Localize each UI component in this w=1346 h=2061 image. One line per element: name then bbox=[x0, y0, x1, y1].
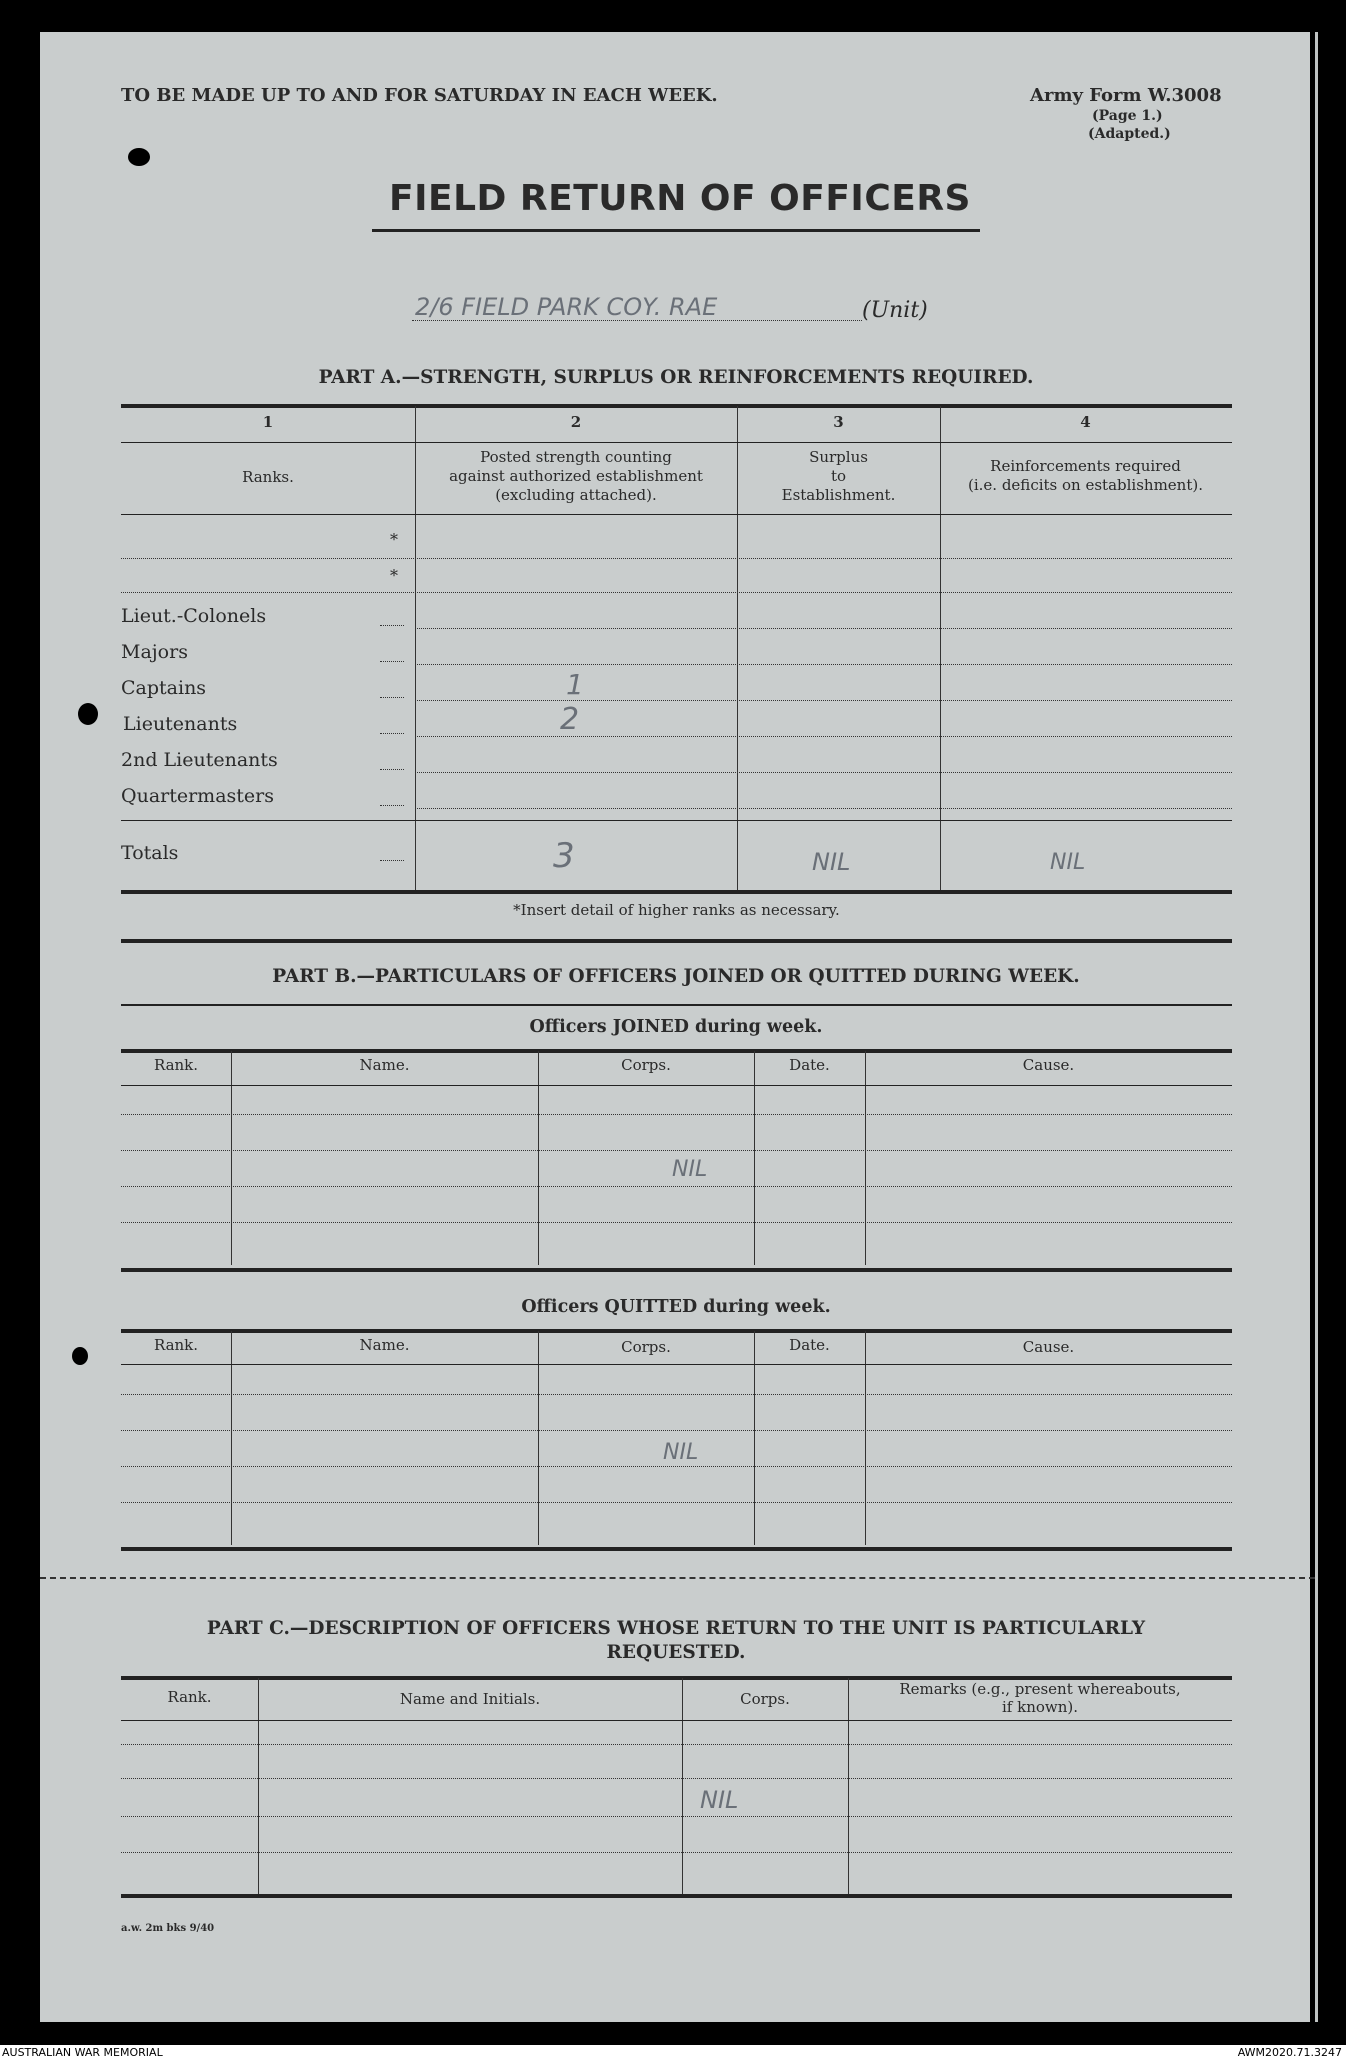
part-c-col-name: Name and Initials. bbox=[399, 1690, 541, 1708]
sheet-edge bbox=[1315, 32, 1318, 2022]
rank-label: Lieut.-Colonels bbox=[121, 605, 267, 627]
part-c-bottom-rule bbox=[121, 1894, 1232, 1898]
col-header-posted: against authorized establishment bbox=[449, 467, 703, 485]
header-rule bbox=[121, 1085, 1232, 1086]
part-b-heading: PART B.—PARTICULARS OF OFFICERS JOINED OR QUITTED DURING WEEK. bbox=[272, 966, 1080, 987]
accession-number: AWM2020.71.3247 bbox=[1237, 2046, 1342, 2059]
leader-dots bbox=[380, 733, 404, 734]
part-c-heading-cont: REQUESTED. bbox=[606, 1642, 746, 1663]
col-divider bbox=[848, 1678, 849, 1894]
rank-label: Lieutenants bbox=[123, 713, 238, 735]
row-line bbox=[415, 736, 1232, 737]
quitted-bottom-rule bbox=[121, 1547, 1232, 1551]
col-header-reinforcements: (i.e. deficits on establishment). bbox=[968, 476, 1203, 494]
part-c-col-remarks: Remarks (e.g., present whereabouts, bbox=[899, 1680, 1181, 1698]
col-header-posted: (excluding attached). bbox=[495, 486, 657, 504]
row-line bbox=[415, 808, 1232, 809]
header-rule bbox=[121, 514, 1232, 515]
page-title: FIELD RETURN OF OFFICERS bbox=[389, 178, 971, 219]
col-number: 4 bbox=[1080, 413, 1091, 431]
rank-label: Majors bbox=[121, 641, 188, 663]
rank-label: 2nd Lieutenants bbox=[121, 749, 278, 771]
leader-dots bbox=[380, 805, 404, 806]
row-line bbox=[121, 1430, 1232, 1431]
part-c-col-rank: Rank. bbox=[167, 1688, 212, 1706]
joined-col-name: Name. bbox=[359, 1056, 410, 1074]
part-c-col-remarks: if known). bbox=[1001, 1698, 1079, 1716]
col-header-surplus: to bbox=[830, 467, 847, 485]
part-a-top-rule bbox=[121, 404, 1232, 408]
joined-col-date: Date. bbox=[789, 1056, 830, 1074]
row-line bbox=[121, 592, 1232, 593]
form-page: (Page 1.) bbox=[1092, 108, 1163, 124]
col-divider bbox=[754, 1051, 755, 1265]
joined-col-corps: Corps. bbox=[621, 1056, 671, 1074]
col-number: 2 bbox=[570, 413, 582, 431]
print-code: a.w. 2m bks 9/40 bbox=[121, 1923, 215, 1934]
col-header-ranks: Ranks. bbox=[242, 468, 294, 486]
credit-text: AUSTRALIAN WAR MEMORIAL bbox=[2, 2046, 163, 2059]
leader-dots bbox=[380, 860, 404, 861]
quitted-top-rule bbox=[121, 1329, 1232, 1333]
leader-dots bbox=[380, 769, 404, 770]
form-adapted: (Adapted.) bbox=[1088, 126, 1171, 142]
rank-label: Quartermasters bbox=[121, 785, 274, 807]
row-line bbox=[121, 1186, 1232, 1187]
quitted-col-corps: Corps. bbox=[621, 1338, 671, 1356]
form-number: Army Form W.3008 bbox=[1030, 85, 1222, 106]
totals-surplus: NIL bbox=[812, 848, 851, 876]
row-line bbox=[121, 1778, 1232, 1779]
star-marker: * bbox=[390, 530, 398, 549]
joined-bottom-rule bbox=[121, 1268, 1232, 1272]
col-header-posted: Posted strength counting bbox=[480, 448, 672, 466]
col-divider bbox=[231, 1051, 232, 1265]
col-header-surplus: Surplus bbox=[809, 448, 868, 466]
quitted-title: Officers QUITTED during week. bbox=[521, 1297, 831, 1317]
header-rule bbox=[121, 1364, 1232, 1365]
row-line bbox=[121, 1222, 1232, 1223]
col-number: 1 bbox=[262, 413, 274, 431]
joined-col-rank: Rank. bbox=[153, 1056, 199, 1074]
lieutenants-posted-value: 2 bbox=[560, 702, 580, 737]
col-header-surplus: Establishment. bbox=[781, 486, 896, 504]
totals-reinforcements: NIL bbox=[1050, 850, 1086, 875]
part-c-heading: PART C.—DESCRIPTION OF OFFICERS WHOSE RETURN TO THE UNIT IS PARTICULARLY bbox=[206, 1618, 1146, 1639]
unit-dotted-line bbox=[412, 320, 862, 321]
col-header-reinforcements: Reinforcements required bbox=[990, 457, 1181, 475]
row-line bbox=[415, 664, 1232, 665]
header-rule bbox=[121, 1720, 1232, 1721]
row-line bbox=[121, 1744, 1232, 1745]
credit-strip bbox=[0, 2045, 1346, 2061]
unit-label: (Unit) bbox=[862, 298, 928, 323]
punch-hole bbox=[72, 1347, 88, 1365]
leader-dots bbox=[380, 625, 404, 626]
star-marker: * bbox=[390, 566, 398, 585]
part-a-bottom-rule bbox=[121, 890, 1232, 894]
title-underline bbox=[372, 229, 980, 232]
rank-label: Captains bbox=[121, 677, 207, 699]
quitted-col-cause: Cause. bbox=[1022, 1338, 1075, 1356]
col-divider bbox=[682, 1678, 683, 1894]
col-number-rule bbox=[121, 442, 1232, 443]
row-line bbox=[121, 1502, 1232, 1503]
part-a-heading: PART A.—STRENGTH, SURPLUS OR REINFORCEMENTS REQUIRED. bbox=[318, 367, 1034, 388]
col-number: 3 bbox=[833, 413, 844, 431]
joined-col-cause: Cause. bbox=[1022, 1056, 1075, 1074]
quitted-col-date: Date. bbox=[789, 1336, 830, 1354]
part-c-nil: NIL bbox=[700, 1786, 739, 1814]
row-line bbox=[121, 1816, 1232, 1817]
unit-handwritten: 2/6 FIELD PARK COY. RAE bbox=[415, 293, 718, 321]
leader-dots bbox=[380, 697, 404, 698]
col-divider bbox=[538, 1051, 539, 1265]
leader-dots bbox=[380, 661, 404, 662]
perforation-line bbox=[40, 1577, 1315, 1579]
quitted-nil: NIL bbox=[663, 1440, 699, 1465]
joined-nil: NIL bbox=[672, 1157, 708, 1182]
totals-label: Totals bbox=[121, 842, 179, 864]
col-divider bbox=[865, 1051, 866, 1265]
row-line bbox=[121, 1852, 1232, 1853]
row-line bbox=[121, 1466, 1232, 1467]
row-line bbox=[415, 628, 1232, 629]
captains-posted-value: 1 bbox=[566, 668, 584, 701]
part-b-rule bbox=[121, 1004, 1232, 1006]
col-divider bbox=[258, 1678, 259, 1894]
row-line bbox=[415, 700, 1232, 701]
totals-rule bbox=[121, 820, 1232, 821]
joined-top-rule bbox=[121, 1049, 1232, 1053]
row-line bbox=[121, 1114, 1232, 1115]
row-line bbox=[121, 1150, 1232, 1151]
punch-hole bbox=[128, 148, 150, 166]
section-rule bbox=[121, 939, 1232, 943]
row-line bbox=[121, 558, 1232, 559]
punch-hole bbox=[78, 703, 98, 725]
quitted-col-rank: Rank. bbox=[153, 1336, 199, 1354]
part-a-footnote: *Insert detail of higher ranks as necessary. bbox=[513, 901, 840, 919]
totals-posted: 3 bbox=[553, 836, 575, 876]
row-line bbox=[121, 1394, 1232, 1395]
quitted-col-name: Name. bbox=[359, 1336, 410, 1354]
joined-title: Officers JOINED during week. bbox=[529, 1017, 823, 1037]
part-c-col-corps: Corps. bbox=[740, 1690, 790, 1708]
header-instruction: TO BE MADE UP TO AND FOR SATURDAY IN EACH WEEK. bbox=[121, 85, 718, 106]
row-line bbox=[415, 772, 1232, 773]
